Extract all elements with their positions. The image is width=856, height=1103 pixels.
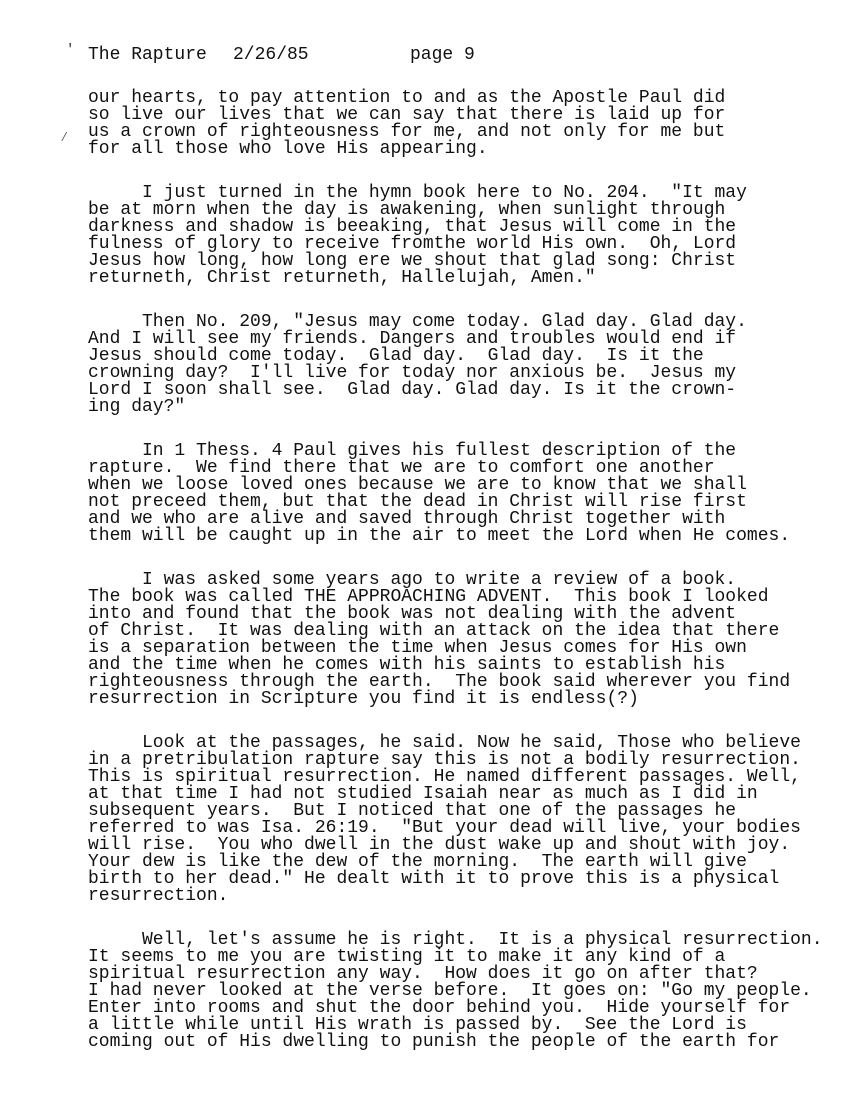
text-line: Your dew is like the dew of the morning. The earth will give [88,852,747,872]
text-line: rapture. We find there that we are to comfort one another [88,458,715,478]
document-body [88,90,848,1078]
text-line: resurrection. [88,886,229,906]
text-line: This is spiritual resurrection. He named different passages. Well, [88,767,801,787]
text-line: be at morn when the day is awakening, when sunlight through [88,200,726,220]
page-number: page 9 [410,45,475,65]
text-line: Jesus how long, how long ere we shout that glad song: Christ [88,251,737,271]
pen-mark: ⁄ [60,130,69,146]
text-line: is a separation between the time when Jesus comes for His own [88,638,747,658]
paragraph [88,90,848,158]
text-line: darkness and shadow is beeaking, that Jesus will come in the [88,217,737,237]
text-line: will rise. You who dwell in the dust wake up and shout with joy. [88,835,791,855]
text-line: our hearts, to pay attention to and as the Apostle Paul did [88,88,726,108]
text-line: at that time I had not studied Isaiah near as much as I did in [88,784,758,804]
text-line: us a crown of righteousness for me, and not only for me but [88,122,726,142]
text-line: Look at the passages, he said. Now he said, Those who believe [88,733,801,753]
text-line: I was asked some years ago to write a review of a book. [88,570,737,590]
text-line: coming out of His dwelling to punish the people of the earth for [88,1032,780,1052]
text-line: for all those who love His appearing. [88,139,488,159]
text-line: returneth, Christ returneth, Hallelujah, Amen." [88,268,596,288]
text-line: when we loose loved ones because we are to know that we shall [88,475,747,495]
text-line: In 1 Thess. 4 Paul gives his fullest description of the [88,441,737,461]
text-line: The book was called THE APPROACHING ADVENT. This book I looked [88,587,769,607]
text-line: It seems to me you are twisting it to make it any kind of a [88,947,726,967]
text-line: resurrection in Scripture you find it is endless(?) [88,689,639,709]
text-line: Enter into rooms and shut the door behind you. Hide yourself for [88,998,791,1018]
text-line: in a pretribulation rapture say this is not a bodily resurrection. [88,750,801,770]
paragraph [88,314,848,416]
text-line: Jesus should come today. Glad day. Glad day. Is it the [88,346,704,366]
page-header [88,45,788,65]
text-line: Lord I soon shall see. Glad day. Glad day. Is it the crown- [88,380,737,400]
text-line: crowning day? I'll live for today nor anxious be. Jesus my [88,363,737,383]
text-line: Well, let's assume he is right. It is a physical resurrection. [88,930,823,950]
text-line: And I will see my friends. Dangers and troubles would end if [88,329,737,349]
paragraph [88,932,848,1051]
document-title: The Rapture [88,45,207,65]
paragraph [88,443,848,545]
text-line: spiritual resurrection any way. How does it go on after that? [88,964,758,984]
text-line: righteousness through the earth. The book said wherever you find [88,672,791,692]
text-line: Then No. 209, "Jesus may come today. Glad day. Glad day. [88,312,747,332]
text-line: into and found that the book was not dealing with the advent [88,604,737,624]
text-line: birth to her dead." He dealt with it to prove this is a physical [88,869,780,889]
text-line: and the time when he comes with his saints to establish his [88,655,726,675]
text-line: subsequent years. But I noticed that one of the passages he [88,801,737,821]
pen-mark: ′ [66,42,75,58]
text-line: ing day?" [88,397,186,417]
paragraph [88,185,848,287]
text-line: a little while until His wrath is passed by. See the Lord is [88,1015,747,1035]
text-line: I had never looked at the verse before. It goes on: "Go my people. [88,981,812,1001]
text-line: them will be caught up in the air to meet the Lord when He comes. [88,526,791,546]
paragraph [88,735,848,905]
text-line: so live our lives that we can say that there is laid up for [88,105,726,125]
document-date: 2/26/85 [233,45,309,65]
text-line: not preceed them, but that the dead in Christ will rise first [88,492,747,512]
text-line: referred to was Isa. 26:19. "But your dead will live, your bodies [88,818,801,838]
text-line: I just turned in the hymn book here to No. 204. "It may [88,183,747,203]
paragraph [88,572,848,708]
text-line: of Christ. It was dealing with an attack on the idea that there [88,621,780,641]
text-line: fulness of glory to receive fromthe world His own. Oh, Lord [88,234,737,254]
text-line: and we who are alive and saved through Christ together with [88,509,726,529]
